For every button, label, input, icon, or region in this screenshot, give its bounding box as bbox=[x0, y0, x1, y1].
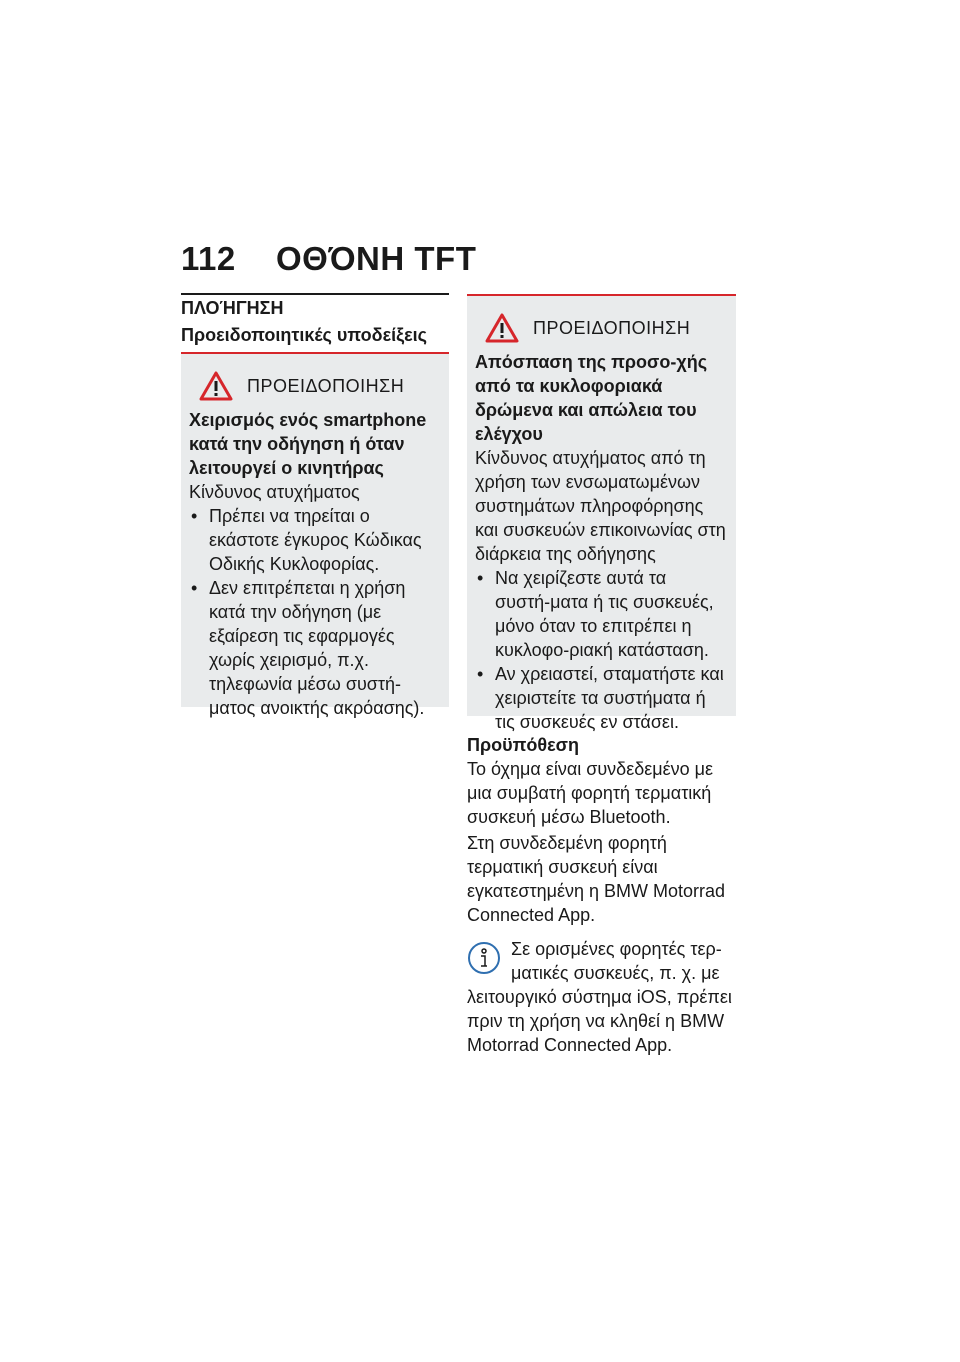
prerequisite-heading: Προϋπόθεση bbox=[467, 735, 579, 755]
section-title: ΠΛΟΉΓΗΣΗ bbox=[181, 298, 284, 318]
bullet-item: • Αν χρειαστεί, σταματήστε και χειριστείτε τα συστήματα ή τις συσκευές εν στάσει. bbox=[475, 662, 726, 734]
bullet-item: • Δεν επιτρέπεται η χρήση κατά την οδήγηση (με εξαίρεση τις εφαρμογές χωρίς χειρισμό, π.χ. τηλεφωνία μέσω συστή-ματος ανοικτής ακρόασης). bbox=[189, 576, 439, 720]
prerequisite-paragraph: Στη συνδεδεμένη φορητή τερματική συσκευή είναι εγκατεστημένη η BMW Motorrad Connected App. bbox=[467, 833, 726, 925]
section-rule bbox=[181, 293, 449, 295]
warning-title: Χειρισμός ενός smartphone κατά την οδήγηση ή όταν λειτουργεί ο κινητήρας bbox=[189, 410, 427, 478]
warning-label: ΠΡΟΕΙΔΟΠΟΙΗΣΗ bbox=[247, 376, 405, 396]
warning-triangle-icon bbox=[199, 371, 233, 401]
page-header bbox=[181, 240, 476, 278]
info-icon bbox=[467, 941, 501, 975]
warning-box-distraction bbox=[467, 294, 736, 732]
chapter-title: ΟΘΌΝΗ TFT bbox=[276, 240, 477, 277]
warning-body: Κίνδυνος ατυχήματος από τη χρήση των ενσωματωμένων συστημάτων πληροφόρησης και συσκευών επικοινωνίας στη διάρκεια της οδήγησης bbox=[475, 448, 726, 564]
prerequisite-paragraph: Το όχημα είναι συνδεδεμένο με μια συμβατή φορητή τερματική συσκευή μέσω Bluetooth. bbox=[467, 759, 714, 827]
warning-bullets bbox=[189, 504, 439, 720]
info-text: Σε ορισμένες φορητές τερ-ματικές συσκευές, π. χ. με λειτουργικό σύστημα iOS, πρέπει πριν τη χρήση να κληθεί η BMW Motorrad Connected App. bbox=[467, 939, 732, 1055]
section-subtitle: Προειδοποιητικές υποδείξεις bbox=[181, 325, 428, 345]
warning-triangle-icon bbox=[485, 313, 519, 343]
bullet-item: • Πρέπει να τηρείται ο εκάστοτε έγκυρος Κώδικας Οδικής Κυκλοφορίας. bbox=[189, 504, 439, 576]
warning-label: ΠΡΟΕΙΔΟΠΟΙΗΣΗ bbox=[533, 318, 691, 338]
warning-header bbox=[485, 310, 726, 346]
warning-header bbox=[199, 368, 439, 404]
warning-bullets bbox=[475, 566, 726, 734]
info-note bbox=[467, 937, 737, 1057]
warning-body: Κίνδυνος ατυχήματος bbox=[189, 482, 360, 502]
page-number: 112 bbox=[181, 240, 236, 277]
warning-box-smartphone bbox=[181, 352, 449, 718]
bullet-item: • Να χειρίζεστε αυτά τα συστή-ματα ή τις συσκευές, μόνο όταν το επιτρέπει η κυκλοφο-ριακή κατάσταση. bbox=[475, 566, 726, 662]
warning-title: Απόσπαση της προσο-χής από τα κυκλοφοριακά δρώμενα και απώλεια του ελέγχου bbox=[475, 352, 708, 444]
